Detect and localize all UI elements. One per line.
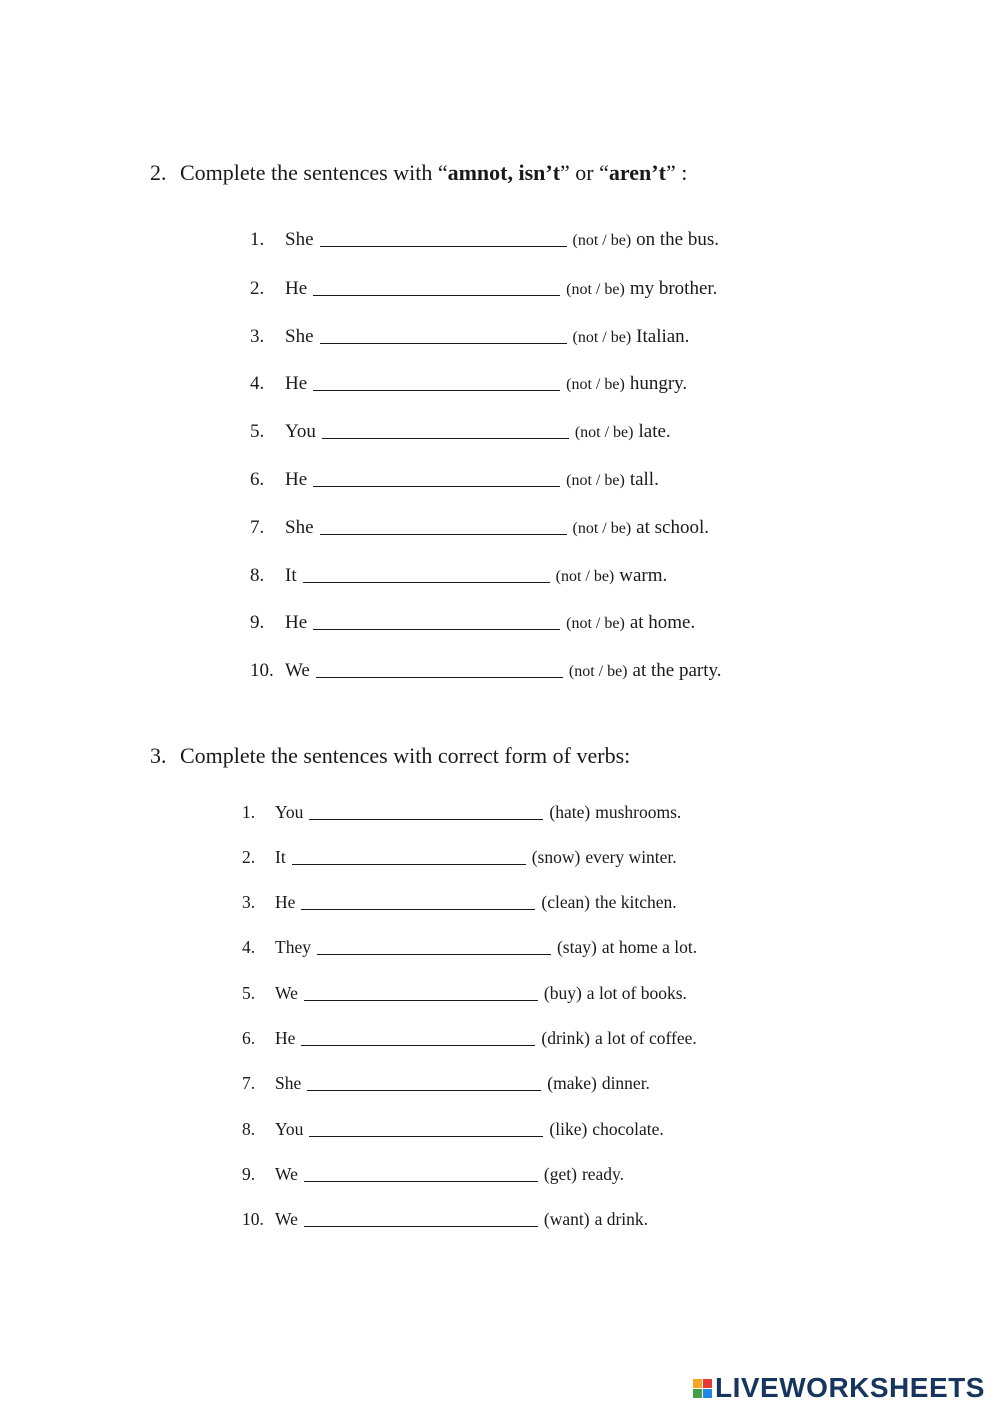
item-hint: (not / be) [572, 329, 632, 346]
item-verb: (get) [543, 1164, 577, 1184]
item-rest: ready. [581, 1164, 625, 1184]
section-3-title: Complete the sentences with correct form of verbs: [180, 743, 631, 768]
item-number: 3. [242, 892, 256, 912]
item-rest: at home. [629, 612, 696, 633]
exercise-3-item [242, 892, 677, 913]
item-rest: the kitchen. [594, 892, 677, 912]
item-hint: (not / be) [568, 663, 628, 680]
item-verb: (want) [543, 1209, 590, 1229]
section-2-bold-2: aren’t [608, 160, 666, 185]
answer-blank[interactable] [313, 389, 560, 391]
item-verb: (hate) [549, 802, 591, 822]
item-subject: He [285, 278, 308, 299]
exercise-3-item [242, 1028, 697, 1049]
item-number: 9. [250, 612, 265, 633]
answer-blank[interactable] [313, 294, 560, 296]
item-number: 10. [242, 1209, 264, 1229]
liveworksheets-logo [693, 1372, 985, 1404]
item-subject: She [285, 229, 314, 250]
item-number: 1. [242, 802, 256, 822]
section-2-heading [150, 160, 687, 186]
item-rest: mushrooms. [595, 802, 682, 822]
item-verb: (clean) [541, 892, 590, 912]
item-subject: You [275, 802, 304, 822]
answer-blank[interactable] [304, 1180, 538, 1182]
item-rest: dinner. [601, 1073, 650, 1093]
exercise-2-item [250, 517, 709, 539]
item-subject: We [275, 1209, 298, 1229]
item-hint: (not / be) [566, 472, 625, 489]
item-number: 9. [242, 1164, 256, 1184]
answer-blank[interactable] [307, 1089, 541, 1091]
item-number: 6. [242, 1028, 256, 1048]
item-subject: We [275, 1164, 298, 1184]
answer-blank[interactable] [304, 1225, 538, 1227]
exercise-3-item [242, 937, 697, 958]
exercise-2-item [250, 612, 695, 634]
answer-blank[interactable] [316, 676, 563, 678]
item-rest: Italian. [636, 326, 690, 347]
item-rest: a lot of coffee. [595, 1028, 697, 1048]
item-subject: He [275, 892, 296, 912]
item-subject: He [275, 1028, 296, 1048]
item-verb: (make) [547, 1073, 597, 1093]
answer-blank[interactable] [303, 581, 550, 583]
exercise-2-item [250, 565, 667, 587]
exercise-2-item [250, 278, 717, 300]
item-verb: (stay) [556, 937, 597, 957]
answer-blank[interactable] [309, 1135, 543, 1137]
logo-text: LIVEWORKSHEETS [715, 1372, 985, 1403]
item-subject: It [275, 847, 286, 867]
answer-blank[interactable] [320, 245, 567, 247]
item-number: 5. [242, 983, 256, 1003]
section-2-prefix: Complete the sentences with “ [180, 160, 448, 185]
exercise-3-item [242, 983, 687, 1004]
item-subject: She [275, 1073, 302, 1093]
item-subject: We [285, 660, 310, 681]
item-rest: late. [638, 421, 671, 442]
item-subject: You [285, 421, 316, 442]
item-rest: tall. [629, 469, 659, 490]
exercise-3-item [242, 1073, 650, 1094]
exercise-2-item [250, 660, 722, 682]
exercise-3-item [242, 847, 677, 868]
item-subject: You [275, 1119, 304, 1139]
section-2-bold-1: amnot, isn’t [447, 160, 561, 185]
exercise-2-item [250, 229, 719, 251]
item-verb: (like) [549, 1119, 588, 1139]
exercise-2-item [250, 373, 687, 395]
item-verb: (drink) [541, 1028, 591, 1048]
item-number: 2. [250, 278, 265, 299]
item-number: 3. [250, 326, 265, 347]
item-number: 7. [242, 1073, 256, 1093]
item-hint: (not / be) [572, 520, 632, 537]
section-2-suffix: ” : [665, 160, 688, 185]
answer-blank[interactable] [313, 628, 560, 630]
answer-blank[interactable] [320, 533, 567, 535]
answer-blank[interactable] [304, 999, 538, 1001]
item-subject: He [285, 469, 308, 490]
item-number: 6. [250, 469, 265, 490]
exercise-2-item [250, 326, 689, 348]
item-subject: He [285, 612, 308, 633]
exercise-2-item [250, 421, 671, 443]
answer-blank[interactable] [301, 908, 535, 910]
item-number: 8. [242, 1119, 256, 1139]
item-number: 10. [250, 660, 274, 681]
answer-blank[interactable] [322, 437, 569, 439]
item-subject: She [285, 517, 314, 538]
item-rest: at school. [636, 517, 709, 538]
item-rest: chocolate. [592, 1119, 664, 1139]
section-3-number: 3. [150, 743, 167, 768]
exercise-3-item [242, 1164, 624, 1185]
item-rest: at the party. [632, 660, 722, 681]
item-hint: (not / be) [574, 424, 634, 441]
item-subject: They [275, 937, 311, 957]
item-rest: at home a lot. [601, 937, 698, 957]
answer-blank[interactable] [313, 485, 560, 487]
item-rest: every winter. [585, 847, 677, 867]
item-verb: (snow) [531, 847, 581, 867]
item-rest: warm. [619, 565, 668, 586]
item-number: 7. [250, 517, 265, 538]
exercise-3-item [242, 802, 681, 823]
section-2-number: 2. [150, 160, 167, 185]
item-rest: on the bus. [636, 229, 720, 250]
item-hint: (not / be) [566, 281, 625, 298]
logo-blocks-icon [693, 1379, 712, 1398]
item-number: 5. [250, 421, 265, 442]
item-number: 2. [242, 847, 256, 867]
exercise-2-item [250, 469, 659, 491]
section-3-heading [150, 743, 630, 769]
exercise-3-item [242, 1119, 664, 1140]
answer-blank[interactable] [317, 953, 551, 955]
answer-blank[interactable] [320, 342, 567, 344]
item-subject: He [285, 373, 308, 394]
item-hint: (not / be) [572, 232, 632, 249]
item-hint: (not / be) [566, 615, 625, 632]
item-number: 8. [250, 565, 265, 586]
item-verb: (buy) [543, 983, 582, 1003]
exercise-3-item [242, 1209, 648, 1230]
item-subject: She [285, 326, 314, 347]
section-2-middle: ” or “ [560, 160, 609, 185]
item-rest: a lot of books. [586, 983, 687, 1003]
item-number: 4. [250, 373, 265, 394]
item-rest: my brother. [629, 278, 718, 299]
item-rest: a drink. [594, 1209, 649, 1229]
item-subject: We [275, 983, 298, 1003]
item-number: 1. [250, 229, 265, 250]
answer-blank[interactable] [301, 1044, 535, 1046]
answer-blank[interactable] [292, 863, 526, 865]
item-rest: hungry. [629, 373, 688, 394]
item-hint: (not / be) [566, 376, 625, 393]
item-hint: (not / be) [555, 568, 615, 585]
item-subject: It [285, 565, 297, 586]
item-number: 4. [242, 937, 256, 957]
answer-blank[interactable] [309, 818, 543, 820]
